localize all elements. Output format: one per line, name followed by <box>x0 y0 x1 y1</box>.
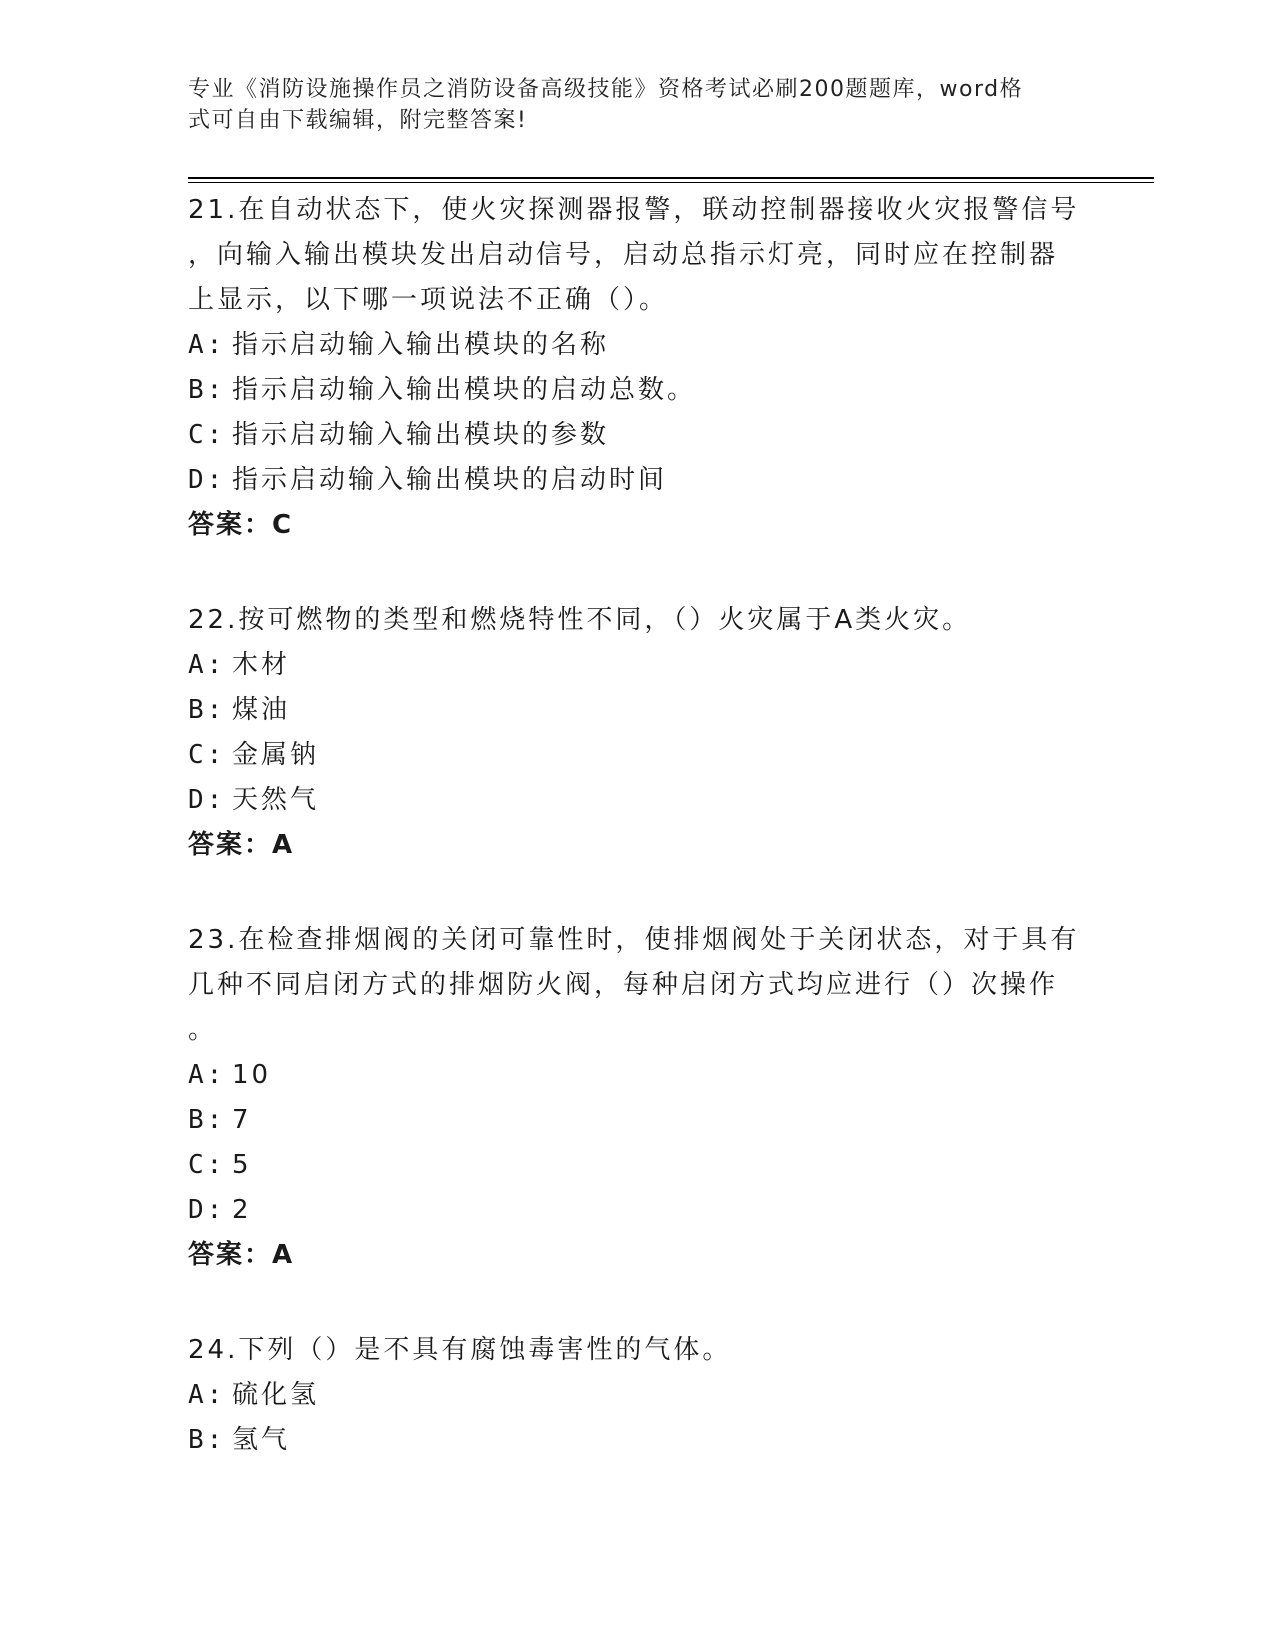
option-a <box>188 643 1088 688</box>
option-c <box>188 413 1088 458</box>
header-divider-thick <box>188 177 1154 179</box>
header-divider-thin <box>188 182 1154 183</box>
answer-line: 答案：C <box>188 510 294 540</box>
option-d <box>188 778 1088 823</box>
option-c <box>188 1143 1088 1188</box>
option-letter: A: <box>188 650 226 680</box>
option-text: 5 <box>232 1150 252 1180</box>
option-text: 指示启动输入输出模块的名称 <box>232 330 610 360</box>
option-letter: D: <box>188 465 226 495</box>
option-b <box>188 1418 1088 1463</box>
option-text: 指示启动输入输出模块的启动时间 <box>232 465 668 495</box>
question-text: 21.在自动状态下，使火灾探测器报警，联动控制器接收火灾报警信号 ，向输入输出模块发出启动信号，启动总指示灯亮，同时应在控制器 上显示，以下哪一项说法不正确（）。 <box>188 195 1080 315</box>
option-letter: C: <box>188 1150 226 1180</box>
option-text: 硫化氢 <box>232 1380 320 1410</box>
answer-line: 答案：A <box>188 830 295 860</box>
option-text: 氢气 <box>232 1425 291 1455</box>
option-a <box>188 1053 1088 1098</box>
header-line-2: 式可自由下载编辑，附完整答案! <box>188 108 528 133</box>
option-c <box>188 733 1088 778</box>
option-letter: C: <box>188 740 226 770</box>
option-text: 7 <box>232 1105 252 1135</box>
option-letter: B: <box>188 695 226 725</box>
option-letter: A: <box>188 330 226 360</box>
option-d <box>188 458 1088 503</box>
option-letter: A: <box>188 1060 226 1090</box>
option-b <box>188 688 1088 733</box>
question-text: 24.下列（）是不具有腐蚀毒害性的气体。 <box>188 1335 732 1365</box>
question-text: 23.在检查排烟阀的关闭可靠性时，使排烟阀处于关闭状态，对于具有 几种不同启闭方式的排烟防火阀，每种启闭方式均应进行（）次操作 。 <box>188 925 1080 1045</box>
option-d <box>188 1188 1088 1233</box>
answer-line: 答案：A <box>188 1240 295 1270</box>
question-list <box>188 188 1088 1513</box>
header-line-1: 专业《消防设施操作员之消防设备高级技能》资格考试必刷200题题库，word格 <box>188 77 1024 102</box>
option-letter: C: <box>188 420 226 450</box>
option-b <box>188 368 1088 413</box>
document-header <box>188 74 1068 136</box>
option-letter: B: <box>188 1425 226 1455</box>
option-letter: B: <box>188 1105 226 1135</box>
option-a <box>188 323 1088 368</box>
question-21 <box>188 188 1088 548</box>
option-text: 金属钠 <box>232 740 320 770</box>
option-text: 木材 <box>232 650 291 680</box>
option-letter: A: <box>188 1380 226 1410</box>
option-a <box>188 1373 1088 1418</box>
option-text: 煤油 <box>232 695 291 725</box>
option-text: 2 <box>232 1195 252 1225</box>
option-text: 天然气 <box>232 785 320 815</box>
option-text: 指示启动输入输出模块的启动总数。 <box>232 375 697 405</box>
question-24 <box>188 1328 1088 1463</box>
question-23 <box>188 918 1088 1278</box>
option-letter: B: <box>188 375 226 405</box>
option-text: 指示启动输入输出模块的参数 <box>232 420 610 450</box>
question-text: 22.按可燃物的类型和燃烧特性不同，（）火灾属于A类火灾。 <box>188 605 972 635</box>
option-text: 10 <box>232 1060 272 1090</box>
option-letter: D: <box>188 1195 226 1225</box>
question-22 <box>188 598 1088 868</box>
option-letter: D: <box>188 785 226 815</box>
option-b <box>188 1098 1088 1143</box>
